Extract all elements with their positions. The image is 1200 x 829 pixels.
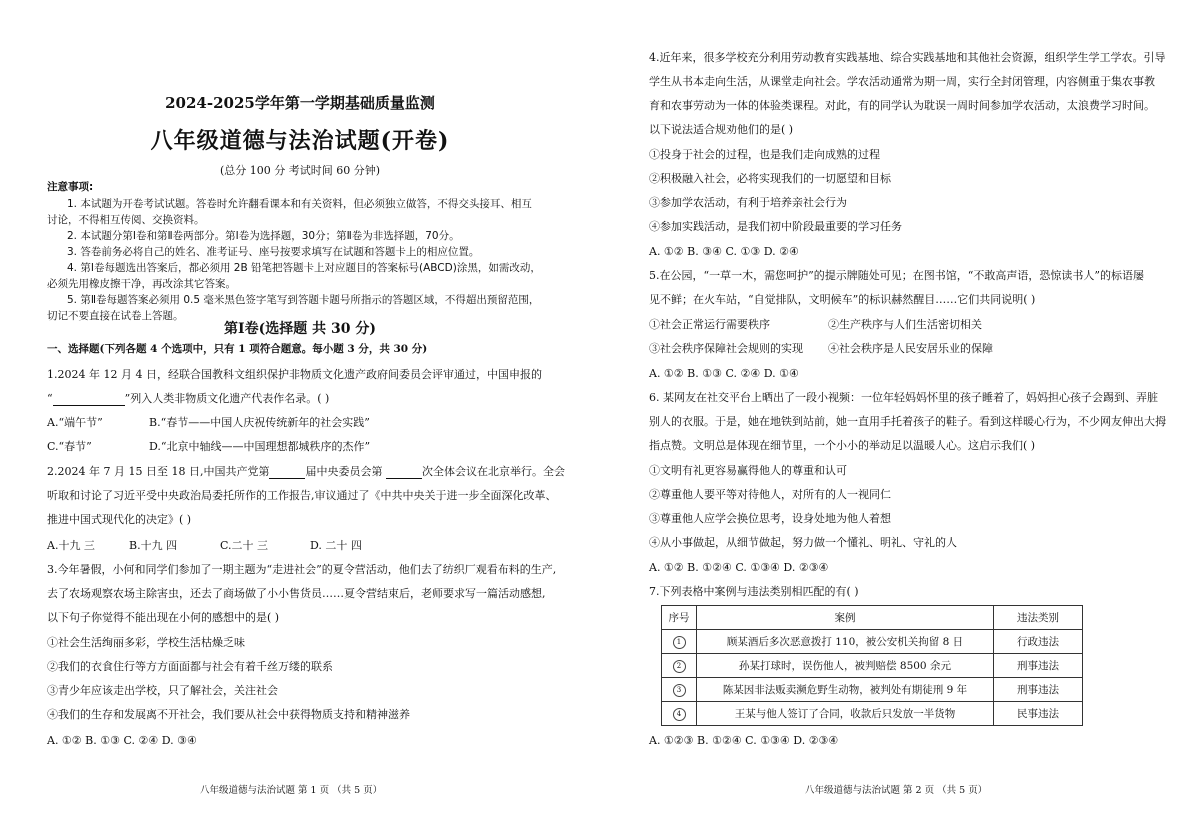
question-stem: 指点赞。文明总是体现在细节里，一个小小的举动足以温暖人心。这启示我们( ): [649, 439, 1036, 452]
question-stem: “ ”列入人类非物质文化遗产代表作名录。( ): [47, 392, 330, 405]
row-number: 2: [673, 660, 686, 673]
table-row: [662, 654, 1083, 678]
option-c: C.“春节”: [47, 440, 92, 453]
question-stem: 去了农场观察农场主除害虫，还去了商场做了小小售货员……夏令营结束后，老师要求写一篇活动感想,: [47, 587, 546, 600]
question-stem: 以下句子你觉得不能出现在小何的感想中的是( ): [47, 611, 280, 624]
answer-blank: [53, 405, 125, 406]
statement-1: ①文明有礼更容易赢得他人的尊重和认可: [649, 464, 847, 477]
notice-line: 3. 答卷前务必将自己的姓名、准考证号、座号按要求填写在试题和答题卡上的相应位置。: [67, 246, 480, 258]
table-row: [662, 630, 1083, 654]
question-stem: 听取和讨论了习近平受中央政治局委托所作的工作报告,审议通过了《中共中央关于进一步全面深化改革、: [47, 489, 557, 502]
option-b: B.“春节——中国人庆祝传统新年的社会实践”: [149, 416, 370, 429]
question-stem: 1.2024 年 12 月 4 日，经联合国教科文组织保护非物质文化遗产政府间委员会评审通过，中国申报的: [47, 368, 542, 381]
option-a: A.“端午节”: [47, 416, 103, 429]
page-footer: 八年级道德与法治试题 第 1 页 （共 5 页）: [200, 785, 383, 796]
question-stem: 4.近年来，很多学校充分利用劳动教育实践基地、综合实践基地和其他社会资源，组织学生学工学农。引导: [649, 51, 1166, 64]
case-cell: 顾某酒后多次恶意拨打 110，被公安机关拘留 8 日: [697, 630, 994, 654]
row-number-cell: [662, 654, 697, 678]
row-number-cell: [662, 630, 697, 654]
notice-line: 5. 第Ⅱ卷每题答案必须用 0.5 毫米黑色签字笔写到答题卡题号所指示的答题区域，不得超出预留范围，: [67, 294, 540, 306]
row-number: 4: [673, 708, 686, 721]
notice-line: 2. 本试题分第Ⅰ卷和第Ⅱ卷两部分。第Ⅰ卷为选择题，30分；第Ⅱ卷为非选择题，70分。: [67, 230, 460, 242]
question-stem: 别人的衣服。于是，她在地铁到站前，她一直用手托着孩子的鞋子。看到这样暖心行为，不少网友伸出大拇: [649, 415, 1166, 428]
column-header: 违法类别: [994, 606, 1083, 630]
notice-line: 必须先用橡皮擦干净，再改涂其它答案。: [47, 278, 236, 290]
statement-1: ①投身于社会的过程，也是我们走向成熟的过程: [649, 148, 880, 161]
notice-heading: 注意事项:: [47, 181, 94, 193]
statement-4: ④我们的生存和发展离不开社会，我们要从社会中获得物质支持和精神滋养: [47, 708, 410, 721]
option-d: D.“北京中轴线——中国理想都城秩序的杰作”: [149, 440, 371, 453]
exam-main-title: 八年级道德与法治试题(开卷): [150, 128, 450, 154]
question-stem: 育和农事劳动为一体的体验类课程。对此，有的同学认为耽误一周时间参加学农活动，太浪费学习时间。: [649, 99, 1155, 112]
notice-line: 1. 本试题为开卷考试试题。答卷时允许翻看课本和有关资料，但必须独立做答，不得交头接耳、相互: [67, 198, 532, 210]
column-header: 案例: [697, 606, 994, 630]
category-cell: 刑事违法: [994, 678, 1083, 702]
table-row: [662, 678, 1083, 702]
option-d: D. 二十 四: [310, 539, 362, 552]
statement-1: ①社会正常运行需要秩序: [649, 318, 770, 331]
question-stem: 学生从书本走向生活，从课堂走向社会。学农活动通常为期一周，实行全封闭管理，内容侧重于集农事教: [649, 75, 1155, 88]
answer-options: A. ①② B. ①③ C. ②④ D. ③④: [47, 734, 197, 747]
statement-4: ④从小事做起，从细节做起，努力做一个懂礼、明礼、守礼的人: [649, 536, 957, 549]
answer-options: A. ①② B. ①②④ C. ①③④ D. ②③④: [649, 561, 829, 574]
answer-options: A. ①② B. ①③ C. ②④ D. ①④: [649, 367, 799, 380]
statement-4: ④社会秩序是人民安居乐业的保障: [828, 342, 993, 355]
question-stem: 3.今年暑假，小何和同学们参加了一期主题为“走进社会”的夏令营活动，他们去了纺织厂观看布料的生产,: [47, 563, 557, 576]
statement-3: ③尊重他人应学会换位思考，设身处地为他人着想: [649, 512, 891, 525]
case-table: [661, 605, 1083, 726]
answer-options: A. ①② B. ③④ C. ①③ D. ②④: [649, 245, 799, 258]
notice-line: 4. 第Ⅰ卷每题选出答案后，都必须用 2B 铅笔把答题卡上对应题目的答案标号(ABCD)涂黑，如需改动，: [67, 262, 541, 274]
question-stem: 以下说法适合规劝他们的是( ): [649, 123, 794, 136]
case-cell: 陈某因非法贩卖濒危野生动物，被判处有期徒刑 9 年: [697, 678, 994, 702]
answer-blank: [269, 478, 305, 479]
statement-2: ②积极融入社会，必将实现我们的一切愿望和目标: [649, 172, 891, 185]
option-b: B.十九 四: [129, 539, 178, 552]
exam-period-title: 2024-2025学年第一学期基础质量监测: [165, 94, 435, 112]
statement-3: ③青少年应该走出学校，只了解社会，关注社会: [47, 684, 278, 697]
question-stem: 7.下列表格中案例与违法类别相匹配的有( ): [649, 585, 859, 598]
page-footer: 八年级道德与法治试题 第 2 页 （共 5 页）: [805, 785, 988, 796]
statement-1: ①社会生活绚丽多彩，学校生活枯燥乏味: [47, 636, 245, 649]
category-cell: 刑事违法: [994, 654, 1083, 678]
question-stem: 5.在公园，“一草一木，需您呵护”的提示牌随处可见；在图书馆，“不敢高声语，恐惊读书人”的标语屡: [649, 269, 1144, 282]
option-a: A.十九 三: [47, 539, 95, 552]
option-c: C.二十 三: [220, 539, 269, 552]
statement-2: ②我们的衣食住行等方方面面都与社会有着千丝万缕的联系: [47, 660, 333, 673]
row-number-cell: [662, 702, 697, 726]
statement-3: ③参加学农活动，有利于培养亲社会行为: [649, 196, 847, 209]
row-number: 3: [673, 684, 686, 697]
category-cell: 民事违法: [994, 702, 1083, 726]
question-stem: 6. 某网友在社交平台上晒出了一段小视频：一位年轻妈妈怀里的孩子睡着了，妈妈担心孩子会踢到、弄脏: [649, 391, 1158, 404]
column-header: 序号: [662, 606, 697, 630]
question-stem: 见不鲜；在火车站，“自觉排队，文明候车”的标识赫然醒目……它们共同说明( ): [649, 293, 1036, 306]
table-row: [662, 702, 1083, 726]
row-number-cell: [662, 678, 697, 702]
section-title: 第Ⅰ卷(选择题 共 30 分): [224, 321, 376, 337]
notice-line: 讨论，不得相互传阅、交换资料。: [47, 214, 205, 226]
statement-4: ④参加实践活动，是我们初中阶段最重要的学习任务: [649, 220, 902, 233]
question-stem: 2.2024 年 7 月 15 日至 18 日,中国共产党第 届中央委员会第 次全体会议在北京举行。全会: [47, 465, 565, 478]
table-header-row: [662, 606, 1083, 630]
answer-blank: [386, 478, 422, 479]
notice-line: 切记不要直接在试卷上答题。: [47, 310, 184, 322]
case-cell: 王某与他人签订了合同，收款后只发放一半货物: [697, 702, 994, 726]
statement-2: ②尊重他人要平等对待他人，对所有的人一视同仁: [649, 488, 891, 501]
statement-2: ②生产秩序与人们生活密切相关: [828, 318, 982, 331]
answer-options: A. ①②③ B. ①②④ C. ①③④ D. ②③④: [649, 734, 839, 747]
row-number: 1: [673, 636, 686, 649]
question-stem: 推进中国式现代化的决定》( ): [47, 513, 192, 526]
section-instruction: 一、选择题(下列各题 4 个选项中，只有 1 项符合题意。每小题 3 分，共 30 分): [47, 343, 428, 355]
case-cell: 孙某打球时，误伤他人，被判赔偿 8500 余元: [697, 654, 994, 678]
category-cell: 行政违法: [994, 630, 1083, 654]
exam-score-time: (总分 100 分 考试时间 60 分钟): [219, 164, 381, 177]
statement-3: ③社会秩序保障社会规则的实现: [649, 342, 803, 355]
